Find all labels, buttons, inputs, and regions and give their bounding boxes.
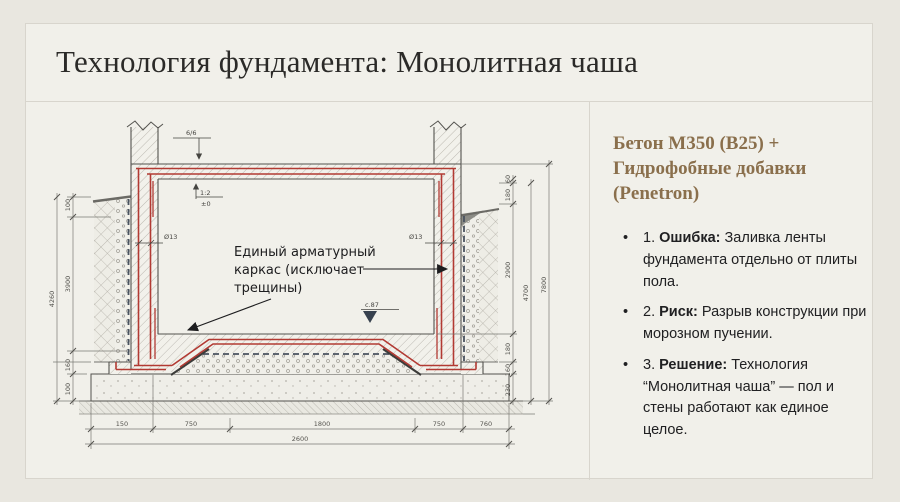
dim-label: 750	[184, 420, 198, 428]
annotation-line1: Единый арматурный	[234, 245, 376, 260]
ground-right	[461, 209, 499, 362]
dim-label: 1800	[313, 420, 331, 428]
dim-label: 180	[504, 342, 512, 356]
foundation-drawing	[31, 113, 587, 473]
bullet-risk	[613, 302, 869, 346]
bullet-number: 2.	[643, 304, 656, 321]
panel-heading: Бетон М350 (В25) + Гидрофобные добавки (Penetron)	[613, 133, 807, 205]
bullet-number: 1.	[643, 230, 656, 247]
callout-slope: 1:2	[200, 189, 211, 197]
elevation-marker-icon	[363, 311, 377, 323]
rebar-annotation	[188, 245, 447, 330]
bullet-label: Решение:	[659, 356, 728, 373]
soil-band	[79, 401, 523, 414]
callout-level: ±0	[201, 200, 211, 208]
dim-label: 100	[64, 382, 72, 396]
title-divider	[26, 101, 872, 102]
dim-label-left-total: 4260	[48, 290, 56, 308]
dim-label: 760	[479, 420, 493, 428]
dim-label: 60	[504, 174, 512, 184]
slide-title: Технология фундамента: Монолитная чаша	[56, 44, 639, 79]
bullet-marker: •	[623, 356, 629, 373]
dim-label: 160	[504, 363, 512, 377]
dim-label-right-mid: 4700	[522, 284, 530, 302]
elevation-label: с.87	[365, 301, 379, 309]
rebar-label-right: Ø13	[409, 233, 423, 241]
bullet-label: Ошибка:	[659, 230, 721, 247]
slide-card	[25, 23, 873, 479]
annotation-line3: трещины)	[234, 281, 303, 296]
bullet-text: Разрыв конструкции при морозном пучении.	[643, 304, 867, 343]
footing-slab	[91, 374, 509, 401]
bullet-text: Заливка ленты фундамента отдельно от плиты пола.	[643, 230, 858, 290]
dim-label-bottom-total: 2600	[291, 435, 309, 443]
bullet-solution	[613, 355, 869, 442]
dim-label: 100	[64, 198, 72, 212]
bullet-marker: •	[623, 304, 629, 321]
ground-left	[93, 196, 131, 362]
content-divider	[589, 101, 590, 480]
foundation-section-svg	[31, 113, 587, 473]
bullet-label: Риск:	[659, 304, 698, 321]
dim-label-right-total: 7800	[540, 276, 548, 294]
dim-label: 180	[504, 188, 512, 202]
dim-label: 150	[115, 420, 129, 428]
bullet-list	[613, 228, 869, 442]
annotation-arrow-left	[188, 299, 271, 330]
bullet-number: 3.	[643, 356, 656, 373]
callout-top: 6/6	[186, 129, 197, 137]
dim-label: 160	[64, 358, 72, 372]
annotation-line2: каркас (исключает	[234, 263, 365, 278]
bullet-text: Технология “Монолитная чаша” — пол и стены работают как единое целое.	[643, 356, 834, 439]
dim-label: 2900	[504, 261, 512, 279]
dim-label: 3900	[64, 275, 72, 293]
bullet-marker: •	[623, 230, 629, 247]
bullet-mistake	[613, 228, 869, 293]
rebar-label-left: Ø13	[164, 233, 178, 241]
dim-label: 750	[432, 420, 446, 428]
dim-label: 230	[504, 383, 512, 397]
info-panel	[613, 131, 869, 451]
